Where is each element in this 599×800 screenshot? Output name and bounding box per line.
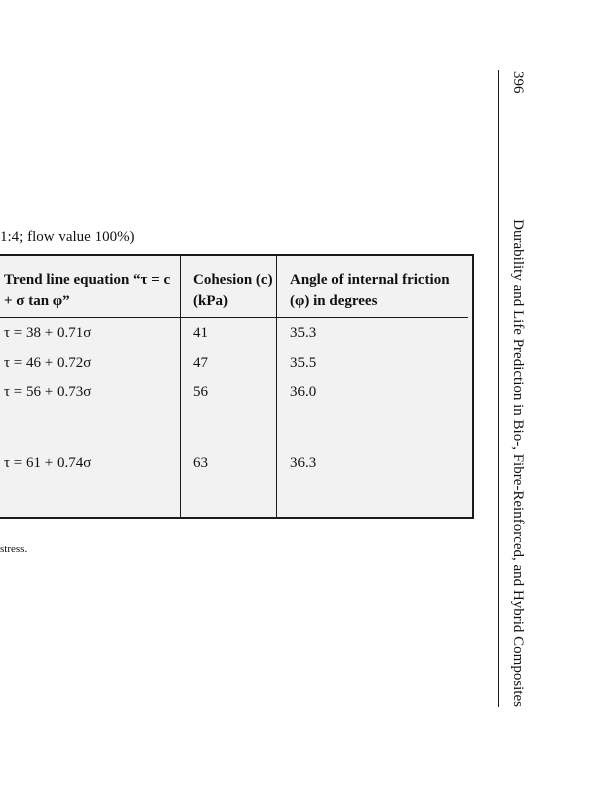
header-cohesion: Cohesion (c) (kPa) — [193, 272, 273, 309]
column-divider — [180, 256, 181, 517]
table-cell-cohesion: 63 — [193, 455, 208, 471]
table-cell-angle: 35.5 — [290, 355, 317, 371]
table-cell-equation: τ = 56 + 0.73σ — [4, 384, 92, 400]
page-number: 396 — [510, 71, 527, 94]
table-cell-equation: τ = 38 + 0.71σ — [4, 325, 92, 341]
table-cell-cohesion: 41 — [193, 325, 208, 341]
table-cell-angle: 36.3 — [290, 455, 317, 471]
table-cell-cohesion: 47 — [193, 355, 208, 371]
header-angle-of-friction: Angle of internal friction (φ) in degrees — [290, 272, 450, 309]
table-cell-equation: τ = 61 + 0.74σ — [4, 455, 92, 471]
column-divider — [276, 256, 277, 517]
table-cell-angle: 36.0 — [290, 384, 317, 400]
table-cell-angle: 35.3 — [290, 325, 317, 341]
running-header-rule — [498, 70, 499, 707]
shear-strength-table — [0, 254, 474, 519]
header-trend-line-equation: Trend line equation “τ = c + σ tan φ” — [4, 272, 171, 309]
header-rule — [0, 317, 468, 318]
table-cell-equation: τ = 46 + 0.72σ — [4, 355, 92, 371]
table-caption-fragment: 1:4; flow value 100%) — [0, 229, 135, 245]
running-header — [502, 65, 534, 712]
table-footnote-fragment: stress. — [0, 543, 28, 555]
book-title: Durability and Life Prediction in Bio-, Fibre-Reinforced, and Hybrid Composites — [510, 219, 527, 707]
table-cell-cohesion: 56 — [193, 384, 208, 400]
